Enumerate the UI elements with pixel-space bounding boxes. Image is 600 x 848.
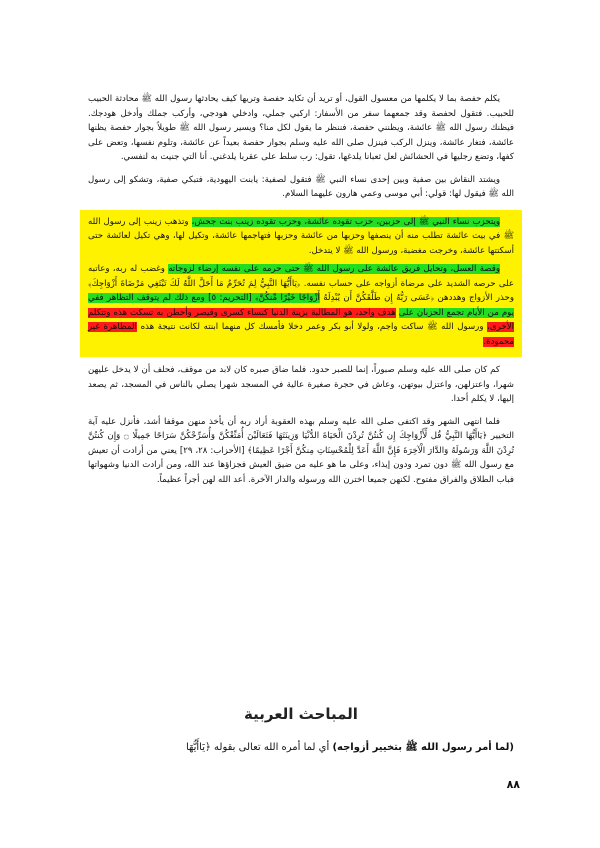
- red-highlight: هدف واحد، هو المطالبة بزينة الدنيا كنساء كسرى وقيصر وأحطن به تسكت هذه وتتكلم الأخرى،: [88, 307, 514, 332]
- paragraph-4-text: وغضب له ربه، وعاتبه على حرصه الشديد على مرضاة أزواجه على حساب نفسه. ﴿يَاأَيُّهَا النَّبِيُّ لِمَ تُحَرِّمُ مَا أَحَلَّ اللَّهُ لَكَ تَبْتَغِي مَرْضَاةَ أَزْوَاجِكَ﴾ وحذر الأزواج وهددهن ﴿عَسَى رَبُّهُ إِن طَلَّقَكُنَّ أَن يُبْدِلَهُ: [88, 264, 514, 303]
- paragraph-1: يكلم حفصة بما لا يكلمها من معسول القول، أو تريد أن تكايد حفصة وتريها كيف يحادثها رسول الله ﷺ محادثة الحبيب للحبيب. فتقول لحفصة وقد جمعهما سفر من الأسفار: اركبي جملي، وادخلي هودجي، وأركب جملك وأدخل هودجك. فيظنك رسول الله ﷺ عائشة، ويظنني حفصة، فننظر ما يقول لكل منا؟ ويسير رسول الله ﷺ طويلاً بجوار حفصة يظنها عائشة، فتغار عائشة، وينزل الركب فينزل صلى الله عليه وسلم بجوار حفصة بعيداً عن عائشة، وتلوم نفسها، وتعض على كفها، وتضع رجليها في الحشائش لعل ثعبانا يلدغها، تقول: رب سلط على عقربا يلدغني. أنا التي جنيت به لنفسي.: [88, 94, 514, 162]
- paragraph-5: كم كان صلى الله عليه وسلم صبوراً، إنما للصبر حدود. فلما ضاق صبره كان لابد من موقف، فحلف أن لا يدخل عليهن شهرا، واعتزلهن، واعتزل بيوتهن، وعاش في حجرة صغيرة عالية في المسجد شهرا يصلي بالناس في المسجد، ثم يصعد إليها، لا يكلم أحدا.: [88, 365, 514, 404]
- subheading-bold: (لما أمر رسول الله ﷺ بتخيير أزواجه): [332, 742, 514, 753]
- subheading-text: أي لما أمره الله تعالى بقوله ﴿يَاأَيُّهَا: [185, 742, 333, 753]
- paragraph-6: فلما انتهى الشهر وقد اكتفى صلى الله عليه وسلم بهذه العقوبة أراد ربه أن يأخذ منهن موقفا أشد، فأنزل عليه آية التخيير ﴿يَاأَيُّهَا النَّبِيُّ قُل لِّأَزْوَاجِكَ إِن كُنتُنَّ تُرِدْنَ الْحَيَاةَ الدُّنْيَا وَزِينَتَهَا فَتَعَالَيْنَ أُمَتِّعْكُنَّ وَأُسَرِّحْكُنَّ سَرَاحًا جَمِيلًا ۝ وَإِن كُنتُنَّ تُرِدْنَ اللَّهَ وَرَسُولَهُ وَالدَّارَ الْآخِرَةَ فَإِنَّ اللَّهَ أَعَدَّ لِلْمُحْسِنَاتِ مِنكُنَّ أَجْرًا عَظِيمًا﴾ [الأحزاب: ٢٨، ٢٩] يعني من أرادت أن تعيش مع رسول الله ﷺ دون تمرد ودون إيذاء، وعلى ما هو عليه من ضيق العيش فجزاؤها عند الله، ومن أرادت الدنيا وشهواتها فباب الطلاق والفراق مفتوح. لكنهن جميعا اخترن الله ورسوله والدار الآخرة. أعد الله لهن أجراً عظيماً.: [88, 416, 515, 485]
- paragraph-2: ويشتد النقاش بين صفية وبين إحدى نساء النبي ﷺ فتقول لصفية: يابنت اليهودية، فتبكي صفية، وتشكو إلى رسول الله ﷺ فيقول لها: قولي: أبي موسى وعمي هارون عليهما السلام.: [88, 174, 514, 199]
- body-text: [88, 92, 514, 495]
- section-heading: المباحث العربية: [244, 705, 358, 723]
- highlighted-block: [80, 210, 522, 358]
- paragraph-3-rest: وتذهب زينب إلى رسول الله ﷺ في بيت عائشة تطلب منه أن ينصفها وحزبها من عائشة وحزبها فتهاجمها عائشة، وتكيل لها، وهي تكيل لعائشة حتى أسكتتها عائشة، وخرجت مغضبة، ورسول الله ﷺ لا يتدخل.: [88, 216, 514, 256]
- green-highlight: وقصة العسل، وتحايل فريق عائشة على رسول الله ﷺ حتى حرمه على نفسه إرضاء لزوجاته: [168, 264, 501, 274]
- paragraph-4: [88, 262, 514, 349]
- green-highlight: أَزْوَاجًا خَيْرًا مِّنكُنَّ﴾ [التحريم: ٥] ومع ذلك لم يتوقف التظاهر ففي يوم من الأيام تجمع الحزبان على: [88, 293, 514, 318]
- red-highlight: المظاهرة غير محمودة.: [88, 322, 514, 347]
- page-number: ٨٨: [506, 778, 520, 791]
- subheading-line: [88, 741, 514, 755]
- paragraph-3: [88, 215, 514, 259]
- green-highlight: ويتحزب نساء النبي ﷺ إلى حزبين، حزب تقوده عائشة، وحزب تقوده زينب بنت جحش،: [191, 216, 500, 227]
- paragraph-4-text: ورسول الله ﷺ ساكت واجم، ولولا أبو بكر وعمر دخلا فأمسك كل منهما ابنته لكانت نتيجة هذه: [140, 322, 484, 332]
